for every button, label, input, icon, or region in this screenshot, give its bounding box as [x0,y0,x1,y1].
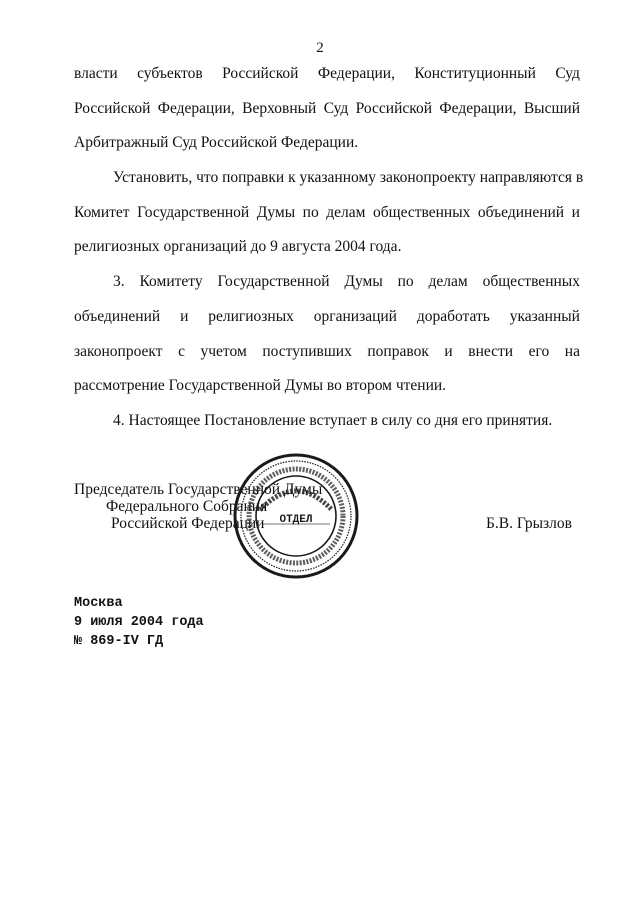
word: Государственной [137,204,250,221]
word: Российской [74,100,151,117]
word: субъектов [137,65,203,82]
word: по [397,273,414,290]
word: законопроект [74,343,163,360]
signature-title-line-3: Российской Федерации [111,515,265,532]
word: Конституционный [414,65,536,82]
word: Суд [555,65,580,82]
paragraph-1-line-1 [74,64,580,84]
word: делам [428,273,468,290]
word: внести [468,343,514,360]
word: организаций [313,308,397,325]
word: Думы [256,204,296,221]
page-number: 2 [316,40,324,56]
word: Комитету [139,273,203,290]
word: религиозных [208,308,294,325]
official-stamp [232,452,360,580]
word: поступивших [262,343,352,360]
word: объединений [477,204,565,221]
word: доработать [416,308,490,325]
document-number: № 869-IV ГД [74,634,164,649]
word: Федерации, [157,100,235,117]
signature-title-line-2: Федерального Собрания [106,498,268,515]
signature-title-line-1: Председатель Государственной Думы [74,481,323,498]
paragraph-3-line-2 [74,307,580,327]
word: и [571,204,580,221]
paragraph-3-line-1 [113,272,580,292]
word: учетом [200,343,247,360]
word: его [528,343,550,360]
word: Государственной [217,273,330,290]
paragraph-1-line-3: Арбитражный Суд Российской Федерации. [74,134,359,151]
word: с [178,343,185,360]
paragraph-2-line-1: Установить, что поправки к указанному законопроекту направляются в [113,169,584,186]
word: Суд [323,100,349,117]
word: делам [326,204,366,221]
word: и [444,343,453,360]
word: и [180,308,189,325]
paragraph-3-line-4: рассмотрение Государственной Думы во втором чтении. [74,377,447,394]
word: Комитет [74,204,130,221]
word: Федерации, [439,100,517,117]
word: общественных [482,273,580,290]
word: Федерации, [317,65,395,82]
stamp-center-text: ОТДЕЛ [279,514,313,526]
word: 3. [113,273,125,290]
word: Российской [355,100,433,117]
document-date: 9 июля 2004 года [74,615,204,630]
word: общественных [373,204,471,221]
word: указанный [509,308,580,325]
word: Верховный [242,100,317,117]
city: Москва [74,596,123,611]
signatory-name: Б.В. Грызлов [486,515,572,532]
paragraph-2-line-3: религиозных организаций до 9 августа 2004 года. [74,238,402,255]
word: Думы [344,273,383,290]
paragraph-2-line-2 [74,203,580,223]
word: поправок [367,343,429,360]
paragraph-3-line-3 [74,342,580,362]
paragraph-1-line-2 [74,99,580,119]
word: на [564,343,580,360]
word: по [302,204,319,221]
paragraph-4: 4. Настоящее Постановление вступает в силу со дня его принятия. [113,412,553,429]
word: Российской [222,65,299,82]
word: Высший [523,100,580,117]
word: объединений [74,308,161,325]
word: власти [74,65,118,82]
